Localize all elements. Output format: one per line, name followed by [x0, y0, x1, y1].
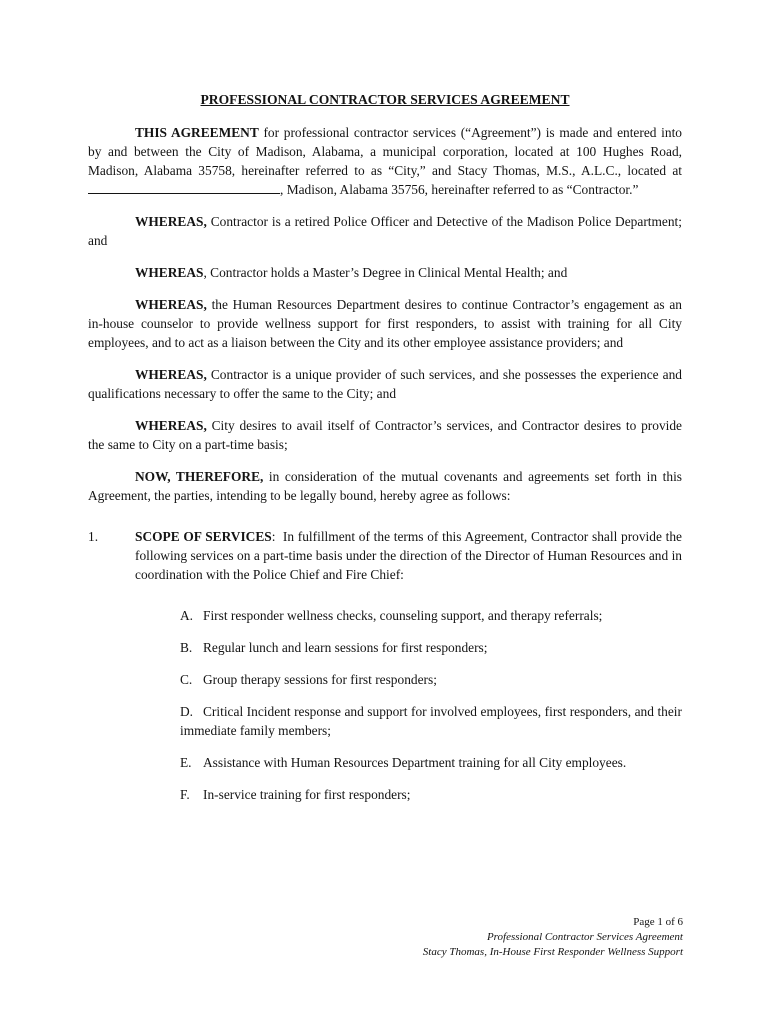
- whereas-clause-4: [88, 365, 682, 403]
- item-label: E.: [180, 755, 192, 770]
- item-label: A.: [180, 608, 194, 623]
- whereas-text: the Human Resources Department desires to continue Contractor’s engagement as an in-house counselor to provide wellness support for first responders, to assist with training for all City employees, and to act as a liaison between the City and its other employee assistance providers; and: [88, 297, 682, 350]
- intro-text-after-blank: , Madison, Alabama 35756, hereinafter referred to as “Contractor.”: [280, 182, 639, 197]
- page-footer: [423, 915, 683, 960]
- document-title: PROFESSIONAL CONTRACTOR SERVICES AGREEMENT: [200, 92, 570, 107]
- item-label: B.: [180, 640, 193, 655]
- service-item-a: [180, 606, 682, 625]
- document-body: [88, 90, 682, 817]
- whereas-clause-2: [88, 263, 682, 282]
- whereas-lead: WHEREAS: [135, 265, 204, 280]
- item-label: D.: [180, 704, 194, 719]
- section-heading: SCOPE OF SERVICES: [135, 529, 272, 544]
- whereas-clause-3: [88, 295, 682, 352]
- whereas-clause-1: [88, 212, 682, 250]
- now-therefore-text: in consideration of the mutual covenants and agreements set forth in this Agreement, the parties, intending to be legally bound, hereby agree as follows:: [88, 469, 683, 503]
- footer-document-subtitle: Stacy Thomas, In-House First Responder Wellness Support: [422, 946, 683, 958]
- item-text: Critical Incident response and support for involved employees, first responders, and their immediate family members;: [180, 704, 682, 738]
- whereas-lead: WHEREAS,: [135, 367, 207, 382]
- intro-paragraph: [88, 123, 682, 199]
- section-intro-text: : In fulfillment of the terms of this Agreement, Contractor shall provide the following services on a part-time basis under the direction of the Director of Human Resources and in coordination with the Police Chief and Fire Chief:: [135, 529, 683, 582]
- whereas-text: , Contractor holds a Master’s Degree in Clinical Mental Health; and: [203, 265, 568, 280]
- service-item-d: [180, 702, 682, 740]
- whereas-lead: WHEREAS,: [135, 297, 207, 312]
- section-number: 1.: [88, 529, 99, 544]
- item-text: Group therapy sessions for first responders;: [203, 672, 437, 687]
- intro-lead: THIS AGREEMENT: [135, 125, 259, 140]
- whereas-clause-5: [88, 416, 682, 454]
- item-text: First responder wellness checks, counseling support, and therapy referrals;: [203, 608, 603, 623]
- whereas-text: Contractor is a unique provider of such services, and she possesses the experience and qualifications necessary to offer the same to the City; and: [88, 367, 682, 401]
- service-item-f: [180, 785, 682, 804]
- whereas-lead: WHEREAS,: [135, 214, 207, 229]
- item-text: Assistance with Human Resources Department training for all City employees.: [203, 755, 627, 770]
- address-blank-line: [88, 181, 280, 194]
- footer-document-title: Professional Contractor Services Agreement: [486, 931, 683, 943]
- page-number: Page 1 of 6: [633, 916, 683, 928]
- service-item-c: [180, 670, 682, 689]
- item-text: Regular lunch and learn sessions for first responders;: [203, 640, 488, 655]
- whereas-text: Contractor is a retired Police Officer and Detective of the Madison Police Department; and: [88, 214, 682, 248]
- whereas-text: City desires to avail itself of Contractor’s services, and Contractor desires to provide the same to City on a part-time basis;: [88, 418, 682, 452]
- item-label: F.: [180, 787, 190, 802]
- section-1-scope-of-services: [88, 527, 682, 584]
- now-therefore-clause: [88, 467, 682, 505]
- now-therefore-lead: NOW, THEREFORE,: [135, 469, 264, 484]
- service-item-e: [180, 753, 682, 772]
- item-text: In-service training for first responders;: [203, 787, 411, 802]
- service-item-b: [180, 638, 682, 657]
- intro-text-before-blank: for professional contractor services (“Agreement”) is made and entered into by and between the City of Madison, Alabama, a municipal corporation, located at 100 Hughes Road, Madison, Alabama 35758, hereinafter referred to as “City,” and Stacy Thomas, M.S., A.L.C., located at: [88, 125, 683, 178]
- whereas-lead: WHEREAS,: [135, 418, 207, 433]
- item-label: C.: [180, 672, 193, 687]
